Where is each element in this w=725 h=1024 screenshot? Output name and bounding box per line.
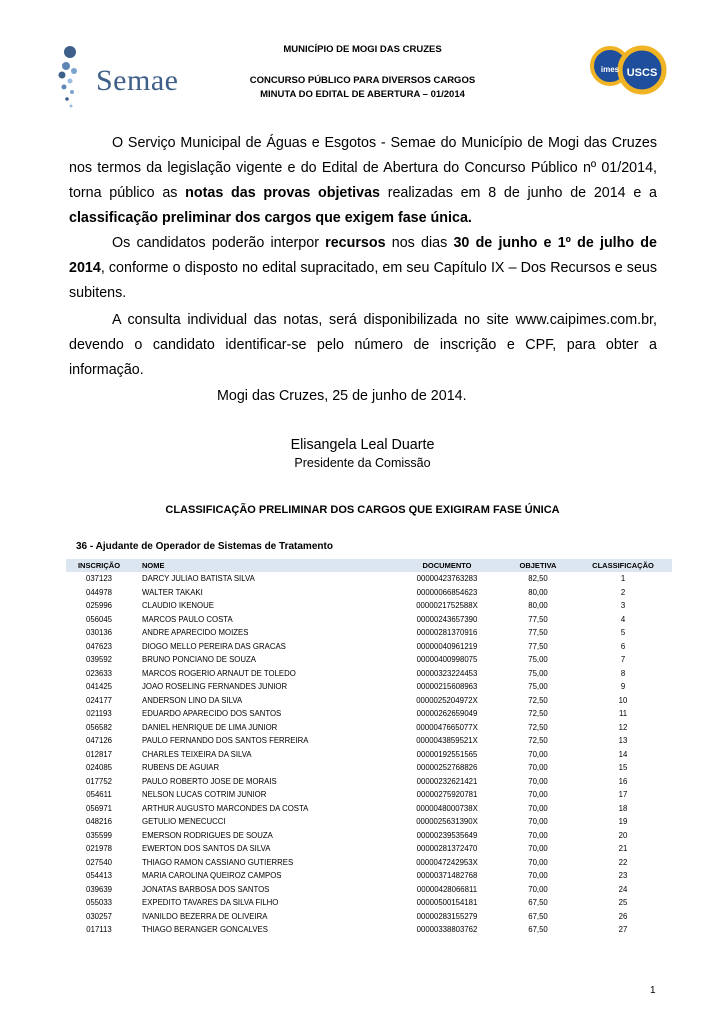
cell-classificacao: 27 <box>618 925 628 935</box>
cell-inscricao: 017113 <box>86 925 112 935</box>
cell-objetiva: 70,00 <box>528 749 548 759</box>
cell-inscricao: 054413 <box>85 871 113 881</box>
cell-objetiva: 70,00 <box>528 817 548 827</box>
cell-nome: NELSON LUCAS COTRIM JUNIOR <box>142 790 267 800</box>
cell-inscricao: 044978 <box>85 587 113 597</box>
cell-documento: 00000500154181 <box>416 898 478 908</box>
cell-nome: EMERSON RODRIGUES DE SOUZA <box>142 830 273 840</box>
cell-classificacao: 6 <box>620 641 626 651</box>
cell-inscricao: 039592 <box>85 655 113 665</box>
header-edital: MINUTA DO EDITAL DE ABERTURA – 01/2014 <box>260 89 465 100</box>
document-date: Mogi das Cruzes, 25 de junho de 2014. <box>217 388 467 404</box>
cell-documento: 00000252768826 <box>416 763 478 773</box>
table-row <box>66 613 672 627</box>
cell-inscricao: 039639 <box>85 884 113 894</box>
uscs-text: USCS <box>626 67 658 79</box>
cell-objetiva: 82,50 <box>528 574 548 584</box>
table-body <box>66 572 672 937</box>
cell-classificacao: 12 <box>618 722 628 732</box>
table-row <box>66 923 672 937</box>
cell-objetiva: 67,50 <box>528 898 548 908</box>
cell-nome: ARTHUR AUGUSTO MARCONDES DA COSTA <box>142 803 309 813</box>
cell-nome: DIOGO MELLO PEREIRA DAS GRACAS <box>142 641 286 651</box>
header-nome: NOME <box>142 561 165 570</box>
cell-nome: CHARLES TEIXEIRA DA SILVA <box>142 749 252 759</box>
cell-nome: JONATAS BARBOSA DOS SANTOS <box>142 884 270 894</box>
cell-classificacao: 18 <box>618 803 628 813</box>
table-row <box>66 707 672 721</box>
cell-documento: 00000323224453 <box>416 668 478 678</box>
cell-documento: 0000048000738X <box>416 803 478 813</box>
cell-nome: RUBENS DE AGUIAR <box>142 763 220 773</box>
cell-classificacao: 19 <box>618 817 628 827</box>
cell-documento: 00000400998075 <box>416 655 478 665</box>
signer-role: Presidente da Comissão <box>294 456 431 470</box>
imes-text: imes <box>600 65 620 74</box>
cell-documento: 0000025631390X <box>416 817 478 827</box>
table-row <box>66 761 672 775</box>
cell-documento: 00000371482768 <box>416 871 478 881</box>
cell-inscricao: 024085 <box>85 763 113 773</box>
cell-inscricao: 048216 <box>85 817 113 827</box>
cell-documento: 00000262659049 <box>416 709 478 719</box>
header-contest: CONCURSO PÚBLICO PARA DIVERSOS CARGOS <box>249 75 476 86</box>
cell-documento: 0000047242953X <box>416 857 478 867</box>
cell-classificacao: 16 <box>618 776 628 786</box>
cell-documento: 0000021752588X <box>416 601 478 611</box>
cell-classificacao: 20 <box>618 830 628 840</box>
cell-classificacao: 3 <box>620 601 626 611</box>
cell-classificacao: 23 <box>618 871 628 881</box>
cell-nome: EDUARDO APARECIDO DOS SANTOS <box>142 709 282 719</box>
cell-objetiva: 72,50 <box>528 709 548 719</box>
cell-nome: EXPEDITO TAVARES DA SILVA FILHO <box>142 898 279 908</box>
cell-classificacao: 24 <box>618 884 628 894</box>
cell-objetiva: 67,50 <box>528 925 548 935</box>
cell-classificacao: 2 <box>620 587 626 597</box>
cell-objetiva: 70,00 <box>528 763 548 773</box>
cell-inscricao: 056582 <box>85 722 113 732</box>
cell-documento: 0000047665077X <box>416 722 478 732</box>
table-row <box>66 640 672 654</box>
cell-documento: 00000243657390 <box>416 614 478 624</box>
cell-inscricao: 024177 <box>85 695 113 705</box>
cell-inscricao: 012817 <box>85 749 113 759</box>
cell-objetiva: 77,50 <box>528 614 548 624</box>
cell-objetiva: 80,00 <box>528 601 548 611</box>
cell-objetiva: 75,00 <box>528 682 548 692</box>
table-row <box>66 883 672 897</box>
cell-inscricao: 055033 <box>85 898 113 908</box>
cell-documento: 00000281370916 <box>416 628 478 638</box>
cell-objetiva: 70,00 <box>528 830 548 840</box>
header-objetiva: OBJETIVA <box>519 561 557 570</box>
cell-objetiva: 70,00 <box>528 776 548 786</box>
cell-classificacao: 21 <box>618 844 628 854</box>
table-row <box>66 842 672 856</box>
header-municipality: MUNICÍPIO DE MOGI DAS CRUZES <box>283 44 442 55</box>
cell-inscricao: 025996 <box>85 601 113 611</box>
section-title: CLASSIFICAÇÃO PRELIMINAR DOS CARGOS QUE EXIGIRAM FASE ÚNICA <box>165 504 560 516</box>
cell-objetiva: 80,00 <box>528 587 548 597</box>
table-row <box>66 802 672 816</box>
cell-nome: CLAUDIO IKENOUE <box>142 601 214 611</box>
header-classificacao: CLASSIFICAÇÃO <box>592 561 654 570</box>
cell-documento: 0000025204972X <box>416 695 478 705</box>
signer-name: Elisangela Leal Duarte <box>290 437 435 453</box>
table-row <box>66 694 672 708</box>
table-row <box>66 626 672 640</box>
cell-inscricao: 023633 <box>85 668 113 678</box>
cell-objetiva: 75,00 <box>528 668 548 678</box>
cell-documento: 00000338803762 <box>416 925 478 935</box>
cell-nome: DARCY JULIAO BATISTA SILVA <box>142 574 255 584</box>
cell-nome: BRUNO PONCIANO DE SOUZA <box>142 655 256 665</box>
cell-inscricao: 047623 <box>85 641 113 651</box>
cell-objetiva: 75,00 <box>528 655 548 665</box>
cell-nome: THIAGO BERANGER GONCALVES <box>142 925 268 935</box>
cell-classificacao: 4 <box>620 614 626 624</box>
cell-documento: 0000043859521X <box>416 736 478 746</box>
cell-objetiva: 70,00 <box>528 790 548 800</box>
cell-inscricao: 041425 <box>85 682 113 692</box>
cell-nome: WALTER TAKAKI <box>142 587 203 597</box>
cell-documento: 00000275920781 <box>416 790 478 800</box>
cell-objetiva: 72,50 <box>528 736 548 746</box>
page-number: 1 <box>650 985 656 996</box>
table-row <box>66 586 672 600</box>
table-row <box>66 734 672 748</box>
table-row <box>66 721 672 735</box>
cell-documento: 00000239535649 <box>416 830 478 840</box>
cell-classificacao: 11 <box>618 709 628 719</box>
cell-documento: 00000040961219 <box>416 641 478 651</box>
cell-inscricao: 035599 <box>85 830 113 840</box>
cell-objetiva: 77,50 <box>528 628 548 638</box>
cell-classificacao: 13 <box>618 736 628 746</box>
table-row <box>66 572 672 586</box>
table-row <box>66 896 672 910</box>
paragraph-appeals: Os candidatos poderão interpor recursos nos dias 30 de junho e 1º de julho de 2014, conforme o disposto no edital supracitado, em seu Capítulo IX – Dos Recursos e seus subitens. <box>69 235 657 301</box>
cell-classificacao: 5 <box>620 628 626 638</box>
cell-nome: ANDRE APARECIDO MOIZES <box>142 628 249 638</box>
cell-classificacao: 7 <box>620 655 626 665</box>
cell-classificacao: 26 <box>618 911 628 921</box>
cell-objetiva: 70,00 <box>528 884 548 894</box>
cell-classificacao: 25 <box>618 898 628 908</box>
cell-inscricao: 056971 <box>85 803 113 813</box>
cell-inscricao: 030257 <box>85 911 113 921</box>
cell-nome: MARCOS ROGERIO ARNAUT DE TOLEDO <box>142 668 296 678</box>
cell-inscricao: 037123 <box>85 574 113 584</box>
table-row <box>66 667 672 681</box>
table-row <box>66 599 672 613</box>
cell-nome: THIAGO RAMON CASSIANO GUTIERRES <box>142 857 294 867</box>
cell-classificacao: 8 <box>620 668 626 678</box>
table-row <box>66 856 672 870</box>
table-row <box>66 653 672 667</box>
cell-documento: 00000283155279 <box>416 911 478 921</box>
cell-objetiva: 70,00 <box>528 844 548 854</box>
cell-inscricao: 027540 <box>85 857 113 867</box>
table-row <box>66 748 672 762</box>
cell-inscricao: 017752 <box>85 776 113 786</box>
cell-objetiva: 70,00 <box>528 871 548 881</box>
cell-nome: MARIA CAROLINA QUEIROZ CAMPOS <box>142 871 282 881</box>
cell-inscricao: 021978 <box>85 844 113 854</box>
cell-documento: 00000232621421 <box>416 776 478 786</box>
group-title: 36 - Ajudante de Operador de Sistemas de Tratamento <box>76 541 333 552</box>
cell-documento: 00000215608963 <box>416 682 478 692</box>
cell-nome: PAULO ROBERTO JOSE DE MORAIS <box>142 776 277 786</box>
cell-classificacao: 9 <box>620 682 626 692</box>
classification-table <box>66 559 672 937</box>
cell-objetiva: 70,00 <box>528 803 548 813</box>
table-row <box>66 815 672 829</box>
cell-nome: PAULO FERNANDO DOS SANTOS FERREIRA <box>142 736 309 746</box>
cell-inscricao: 054611 <box>86 790 112 800</box>
cell-nome: MARCOS PAULO COSTA <box>142 614 233 624</box>
paragraph-announcement: O Serviço Municipal de Águas e Esgotos - Semae do Município de Mogi das Cruzes nos termos da legislação vigente e do Edital de Abertura do Concurso Público nº 01/2014, torna público as notas das provas objetivas realizadas em 8 de junho de 2014 e a classificação preliminar dos cargos que exigem fase única. <box>69 135 657 226</box>
cell-inscricao: 056045 <box>85 614 113 624</box>
table-row <box>66 788 672 802</box>
cell-objetiva: 67,50 <box>528 911 548 921</box>
cell-nome: JOAO ROSELING FERNANDES JUNIOR <box>142 682 288 692</box>
cell-nome: ANDERSON LINO DA SILVA <box>142 695 243 705</box>
table-row <box>66 680 672 694</box>
header-inscricao: INSCRIÇÃO <box>77 561 121 570</box>
cell-objetiva: 77,50 <box>528 641 548 651</box>
table-row <box>66 869 672 883</box>
cell-nome: GETULIO MENECUCCI <box>142 817 226 827</box>
cell-nome: EWERTON DOS SANTOS DA SILVA <box>142 844 271 854</box>
cell-documento: 00000428066811 <box>416 884 478 894</box>
cell-inscricao: 021193 <box>86 709 112 719</box>
cell-documento: 00000281372470 <box>416 844 478 854</box>
cell-objetiva: 72,50 <box>528 695 548 705</box>
table-row <box>66 910 672 924</box>
semae-logo-text: Semae <box>96 64 179 97</box>
cell-classificacao: 10 <box>618 695 628 705</box>
cell-classificacao: 15 <box>618 763 628 773</box>
cell-classificacao: 17 <box>618 790 628 800</box>
cell-inscricao: 047126 <box>85 736 113 746</box>
paragraph-consultation: A consulta individual das notas, será disponibilizada no site www.caipimes.com.br, devendo o candidato identificar-se pelo número de inscrição e CPF, para obter a informação. <box>69 312 657 378</box>
cell-nome: IVANILDO BEZERRA DE OLIVEIRA <box>142 911 268 921</box>
cell-objetiva: 72,50 <box>528 722 548 732</box>
cell-classificacao: 14 <box>618 749 628 759</box>
cell-classificacao: 22 <box>618 857 628 867</box>
table-row <box>66 829 672 843</box>
cell-inscricao: 030136 <box>85 628 113 638</box>
cell-nome: DANIEL HENRIQUE DE LIMA JUNIOR <box>142 722 278 732</box>
cell-documento: 00000192551565 <box>416 749 478 759</box>
cell-documento: 00000423763283 <box>416 574 478 584</box>
cell-documento: 00000066854623 <box>416 587 478 597</box>
cell-classificacao: 1 <box>620 574 626 584</box>
table-row <box>66 775 672 789</box>
table-header <box>66 559 672 572</box>
cell-objetiva: 70,00 <box>528 857 548 867</box>
header-documento: DOCUMENTO <box>422 561 472 570</box>
